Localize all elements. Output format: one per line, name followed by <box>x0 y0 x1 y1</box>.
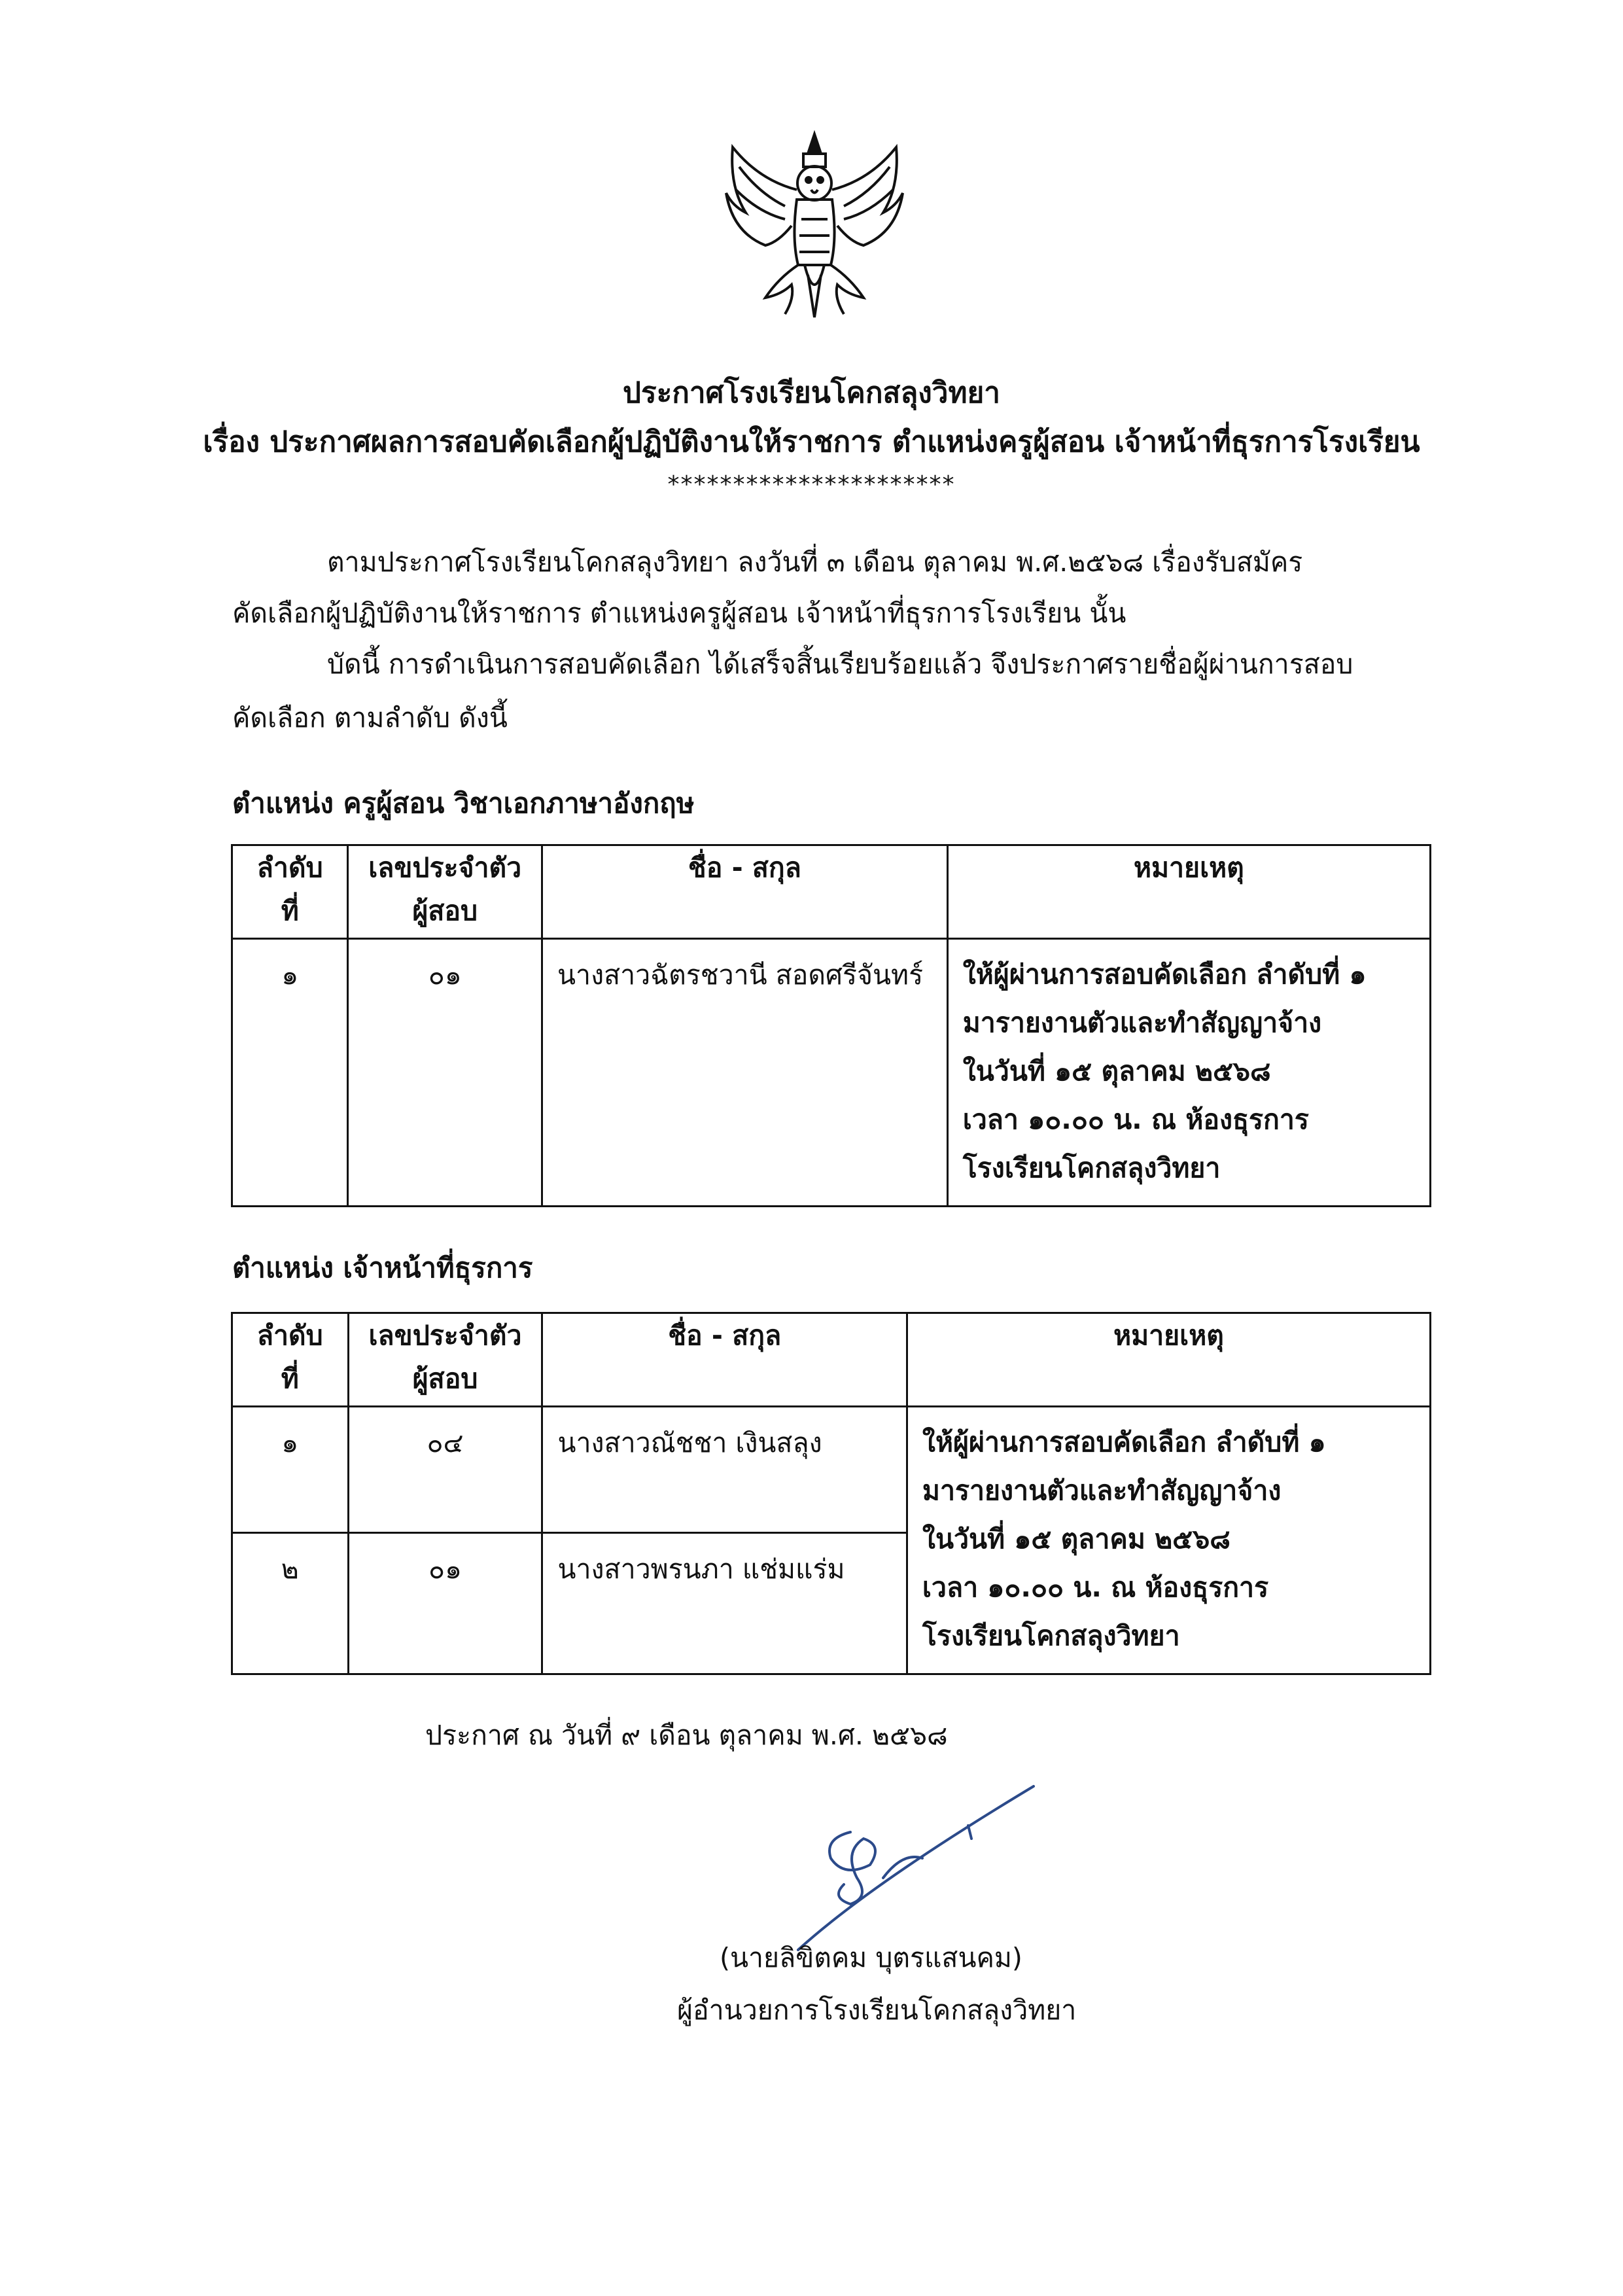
paragraph-2-line-2: คัดเลือก ตามลำดับ ดังนี้ <box>232 702 508 733</box>
remark-line: มารายงานตัวและทำสัญญาจ้าง <box>922 1475 1282 1506</box>
divider-stars: ********************** <box>667 471 956 498</box>
signature-mark <box>772 1767 1047 1963</box>
remark-line: ในวันที่ ๑๕ ตุลาคม ๒๕๖๘ <box>962 1055 1271 1087</box>
col-header-order-line-2: ที่ <box>281 1363 299 1394</box>
cell-remark <box>947 939 1430 1207</box>
col-header-id-line-2: ผู้สอบ <box>412 895 478 927</box>
col-header-name: ชื่อ - สกุล <box>542 845 948 939</box>
col-header-remark: หมายเหตุ <box>947 845 1430 939</box>
cell-id: ๐๑ <box>348 939 542 1207</box>
cell-name: นางสาวฉัตรชวานี สอดศรีจันทร์ <box>542 939 948 1207</box>
col-header-id-line-1: เลขประจำตัว <box>368 852 522 883</box>
results-table-teacher <box>231 844 1431 1207</box>
results-table-clerk <box>231 1312 1431 1675</box>
table-header-row <box>232 1313 1431 1407</box>
col-header-id <box>348 845 542 939</box>
section-title-teacher: ตำแหน่ง ครูผู้สอน วิชาเอกภาษาอังกฤษ <box>232 787 695 819</box>
remark-line: โรงเรียนโคกสลุงวิทยา <box>922 1620 1180 1651</box>
paragraph-2-line-1: บัดนี้ การดำเนินการสอบคัดเลือก ได้เสร็จสิ้นเรียบร้อยแล้ว จึงประกาศรายชื่อผู้ผ่านการสอบ <box>327 648 1353 680</box>
announcement-date: ประกาศ ณ วันที่ ๙ เดือน ตุลาคม พ.ศ. ๒๕๖๘ <box>425 1720 948 1751</box>
cell-order: ๑ <box>232 1407 349 1533</box>
cell-remark <box>907 1407 1430 1674</box>
paragraph-1-line-2: คัดเลือกผู้ปฏิบัติงานให้ราชการ ตำแหน่งครูผู้สอน เจ้าหน้าที่ธุรการโรงเรียน นั้น <box>232 597 1126 629</box>
announcement-subject: เรื่อง ประกาศผลการสอบคัดเลือกผู้ปฏิบัติงานให้ราชการ ตำแหน่งครูผู้สอน เจ้าหน้าที่ธุรการโรงเรียน <box>203 425 1420 459</box>
table-row <box>232 1407 1431 1533</box>
cell-name: นางสาวพรนภา แช่มแร่ม <box>542 1532 907 1674</box>
cell-order: ๑ <box>232 939 348 1207</box>
col-header-order <box>232 845 348 939</box>
remark-line: เวลา ๑๐.๐๐ น. ณ ห้องธุรการ <box>962 1104 1309 1135</box>
remark-line: มารายงานตัวและทำสัญญาจ้าง <box>962 1007 1322 1038</box>
cell-id: ๐๑ <box>348 1532 542 1674</box>
signer-position: ผู้อำนวยการโรงเรียนโคกสลุงวิทยา <box>677 1994 1077 2026</box>
announcement-title: ประกาศโรงเรียนโคกสลุงวิทยา <box>623 376 1000 410</box>
paragraph-1-line-1: ตามประกาศโรงเรียนโคกสลุงวิทยา ลงวันที่ ๓ เดือน ตุลาคม พ.ศ.๒๕๖๘ เรื่องรับสมัคร <box>327 546 1303 578</box>
section-title-clerk: ตำแหน่ง เจ้าหน้าที่ธุรการ <box>232 1252 533 1284</box>
table-row <box>232 939 1431 1207</box>
signer-name: (นายลิขิตคม บุตรแสนคม) <box>720 1942 1022 1973</box>
remark-line: เวลา ๑๐.๐๐ น. ณ ห้องธุรการ <box>922 1572 1269 1603</box>
garuda-emblem-icon <box>720 128 909 324</box>
remark-line: ในวันที่ ๑๕ ตุลาคม ๒๕๖๘ <box>922 1523 1230 1555</box>
remark-line: ให้ผู้ผ่านการสอบคัดเลือก ลำดับที่ ๑ <box>962 959 1367 990</box>
col-header-order-line-2: ที่ <box>281 895 299 927</box>
col-header-id-line-2: ผู้สอบ <box>412 1363 478 1394</box>
col-header-id <box>348 1313 542 1407</box>
remark-line: โรงเรียนโคกสลุงวิทยา <box>962 1152 1221 1184</box>
remark-line: ให้ผู้ผ่านการสอบคัดเลือก ลำดับที่ ๑ <box>922 1426 1326 1458</box>
col-header-remark: หมายเหตุ <box>907 1313 1430 1407</box>
cell-order: ๒ <box>232 1532 349 1674</box>
table-header-row <box>232 845 1431 939</box>
col-header-id-line-1: เลขประจำตัว <box>368 1320 522 1351</box>
cell-name: นางสาวณัชชา เงินสลุง <box>542 1407 907 1533</box>
col-header-order <box>232 1313 349 1407</box>
col-header-order-line-1: ลำดับ <box>256 852 323 883</box>
col-header-name: ชื่อ - สกุล <box>542 1313 907 1407</box>
col-header-order-line-1: ลำดับ <box>256 1320 323 1351</box>
cell-id: ๐๔ <box>348 1407 542 1533</box>
